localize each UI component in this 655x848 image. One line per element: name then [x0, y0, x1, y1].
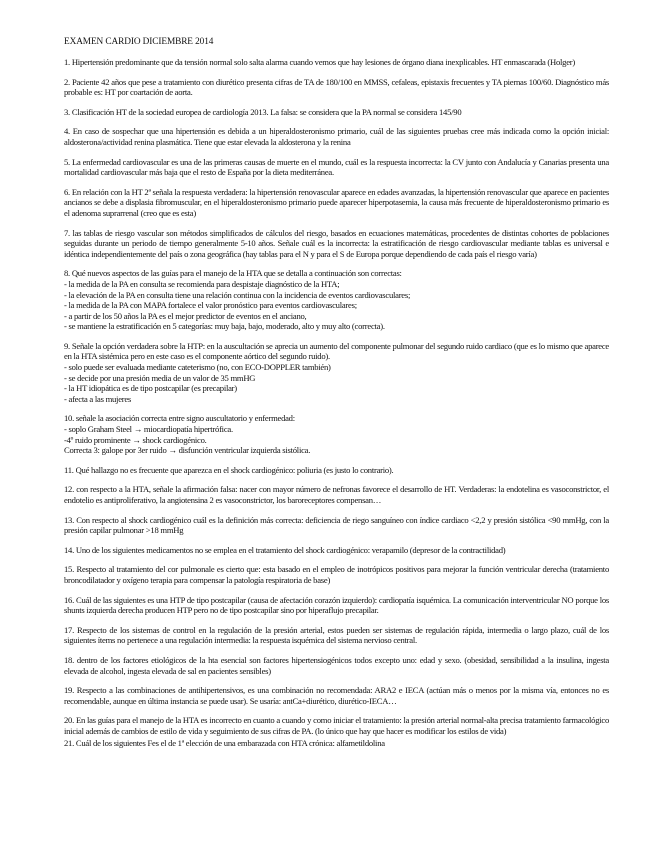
question-12: 12. con respecto a la HTA, señale la afirmación falsa: nacer con mayor número de nefronas favorece el desarrollo de HT. Verdaderas: la endotelina es vasoconstrictor, el endotelio es antiproliferativo, la angiotensina 2 es vasoconstrictor, los baroreceptores compensan… — [64, 484, 609, 505]
question-4: 4. En caso de sospechar que una hipertensión es debida a un hiperaldosteronismo primario, cuál de las siguientes pruebas cree más indicada como la opción inicial: aldosterona/actividad renina plasmática. Tiene que estar elevada la aldosterona y la renina — [64, 126, 609, 147]
question-13: 13. Con respecto al shock cardiogénico cuál es la definición más correcta: deficiencia de riego sanguíneo con índice cardiaco <2,2 y presión sistólica <90 mmHg, con la presión capilar pulmonar >18 mmHg — [64, 514, 609, 536]
question-10: 10. señale la asociación correcta entre signo auscultatorio y enfermedad: - soplo Graham Steel → miocardiopatía hipertrófica. -4º ruido prominente → shock cardiogénico. Correcta 3: galope por 3er ruido → disfunción ventricular izquierda sistólica. — [64, 413, 311, 456]
question-15: 15. Respecto al tratamiento del cor pulmonale es cierto que: esta basado en el empleo de inotrópicos positivos para mejorar la función ventricular derecha (tratamiento broncodilatador y oxígeno terapia para compensar la patología respiratoria de base) — [64, 564, 609, 585]
question-11: 11. Qué hallazgo no es frecuente que aparezca en el shock cardiogénico: poliuria (es justo lo contrario). — [64, 464, 394, 475]
question-20: 20. En las guías para el manejo de la HTA es incorrecto en cuanto a cuando y como iniciar el tratamiento: la presión arterial normal-alta precisa tratamiento farmacológico inicial además de cambios de estilo de vida y seguimiento de sus cifras de PA. (lo único que hay que hacer es modificar los estilos de vida) — [64, 715, 609, 736]
question-7: 7. las tablas de riesgo vascular son métodos simplificados de cálculos del riesgo, basados en ecuaciones matemáticas, procedentes de distintas cohortes de poblaciones seguidas durante un periodo de tiempo generalmente 5-10 años. Señale cuál es la incorrecta: la estratificación de riesgo cardiovascular mediante tablas es universal e idéntica independientemente del país o zona geográfica (hay tablas para el N y para el S de Europa porque dependiendo de cada país el riesgo varía) — [64, 227, 609, 259]
question-8: 8. Qué nuevos aspectos de las guías para el manejo de la HTA que se detalla a continuación son correctas: - la medida de la PA en consulta se recomienda para despistaje diagnóstico de la HTA; - la elevación de la PA en consulta tiene una relación continua con la incidencia de eventos cardiovasculares; - la medida de la PA con MAPA fortalece el valor pronóstico para eventos cardiovasculares; - a partir de los 50 años la PA es el mejor predictor de eventos en el anciano, - se mantiene la estratificación en 5 categorías: muy baja, bajo, moderado, alto y muy alto (correcta). — [64, 268, 411, 332]
document-title: EXAMEN CARDIO DICIEMBRE 2014 — [64, 37, 214, 47]
question-3: 3. Clasificación HT de la sociedad europea de cardiología 2013. La falsa: se considera que la PA normal se considera 145/90 — [64, 106, 462, 117]
question-9: 9. Señale la opción verdadera sobre la HTP: en la auscultación se aprecia un aumento del componente pulmonar del segundo ruido cardiaco (que es lo mismo que aparece en la HTA sistémica pero en este caso es el componente aórtico del segundo ruido). - solo puede ser evaluada mediante cateterismo (no, con ECO-DOPPLER también) - se decide por una presión media de un valor de 35 mmHG - la HT idiopática es de tipo postcapilar (es precapilar) - afecta a las mujeres — [64, 340, 609, 404]
question-21: 21. Cuál de los siguientes Fes el de 1ª elección de una embarazada con HTA crónica: alfametildolina — [64, 737, 385, 748]
question-5: 5. La enfermedad cardiovascular es una de las primeras causas de muerte en el mundo, cuál es la respuesta incorrecta: la CV junto con Andalucía y Canarias presenta una mortalidad cardiovascular más baja que el resto de España por la dieta mediterránea. — [64, 156, 609, 178]
question-19: 19. Respecto a las combinaciones de antihipertensivos, es una combinación no recomendada: ARA2 e IECA (actúan más o menos por la misma vía, entonces no es recomendable, aunque en última instancia se puede usar). Se usaría: antCa+diurético, diurético-IECA… — [64, 685, 609, 706]
question-17: 17. Respecto de los sistemas de control en la regulación de la presión arterial, estos pueden ser sistemas de regulación rápida, intermedia o largo plazo, cuál de los siguientes ítems no pertenece a una regulación intermedia: la respuesta isquémica del sistema nervioso central. — [64, 624, 609, 646]
question-16: 16. Cuál de las siguientes es una HTP de tipo postcapilar (causa de afectación corazón izquierdo): cardiopatía isquémica. La comunicación interventricular NO porque los shunts izquierda derecha producen HTP pero no de tipo postcapilar sino por hiperaflujo precapilar. — [64, 594, 609, 616]
question-1: 1. Hipertensión predominante que da tensión normal solo salta alarma cuando vemos que hay lesiones de órgano diana inexplicables. HT enmascarada (Holger) — [64, 57, 576, 67]
question-6: 6. En relación con la HT 2ª señala la respuesta verdadera: la hipertensión renovascular aparece en edades avanzadas, la hipertensión renovascular que aparece en pacientes ancianos se debe a displasia fibromuscular, en el hiperaldosteronismo primario puede aparecer hiperpotasemia, la causa más frecuente de hiperaldosteronismo primario es el adenoma suprarrenal (creo que es esta) — [64, 186, 609, 218]
question-18: 18. dentro de los factores etiológicos de la hta esencial son factores hipertensiogénicos todos excepto uno: edad y sexo. (obesidad, sensibilidad a la insulina, ingesta elevada de alcohol, ingesta elevada de sal en pacientes sensibles) — [64, 654, 609, 676]
question-2: 2. Paciente 42 años que pese a tratamiento con diurético presenta cifras de TA de 180/100 en MMSS, cefaleas, epistaxis frecuentes y TA piernas 100/60. Diagnóstico más probable es: HT por coartación de aorta. — [64, 76, 609, 98]
question-14: 14. Uno de los siguientes medicamentos no se emplea en el tratamiento del shock cardiogénico: verapamilo (depresor de la contractilidad) — [64, 544, 506, 555]
